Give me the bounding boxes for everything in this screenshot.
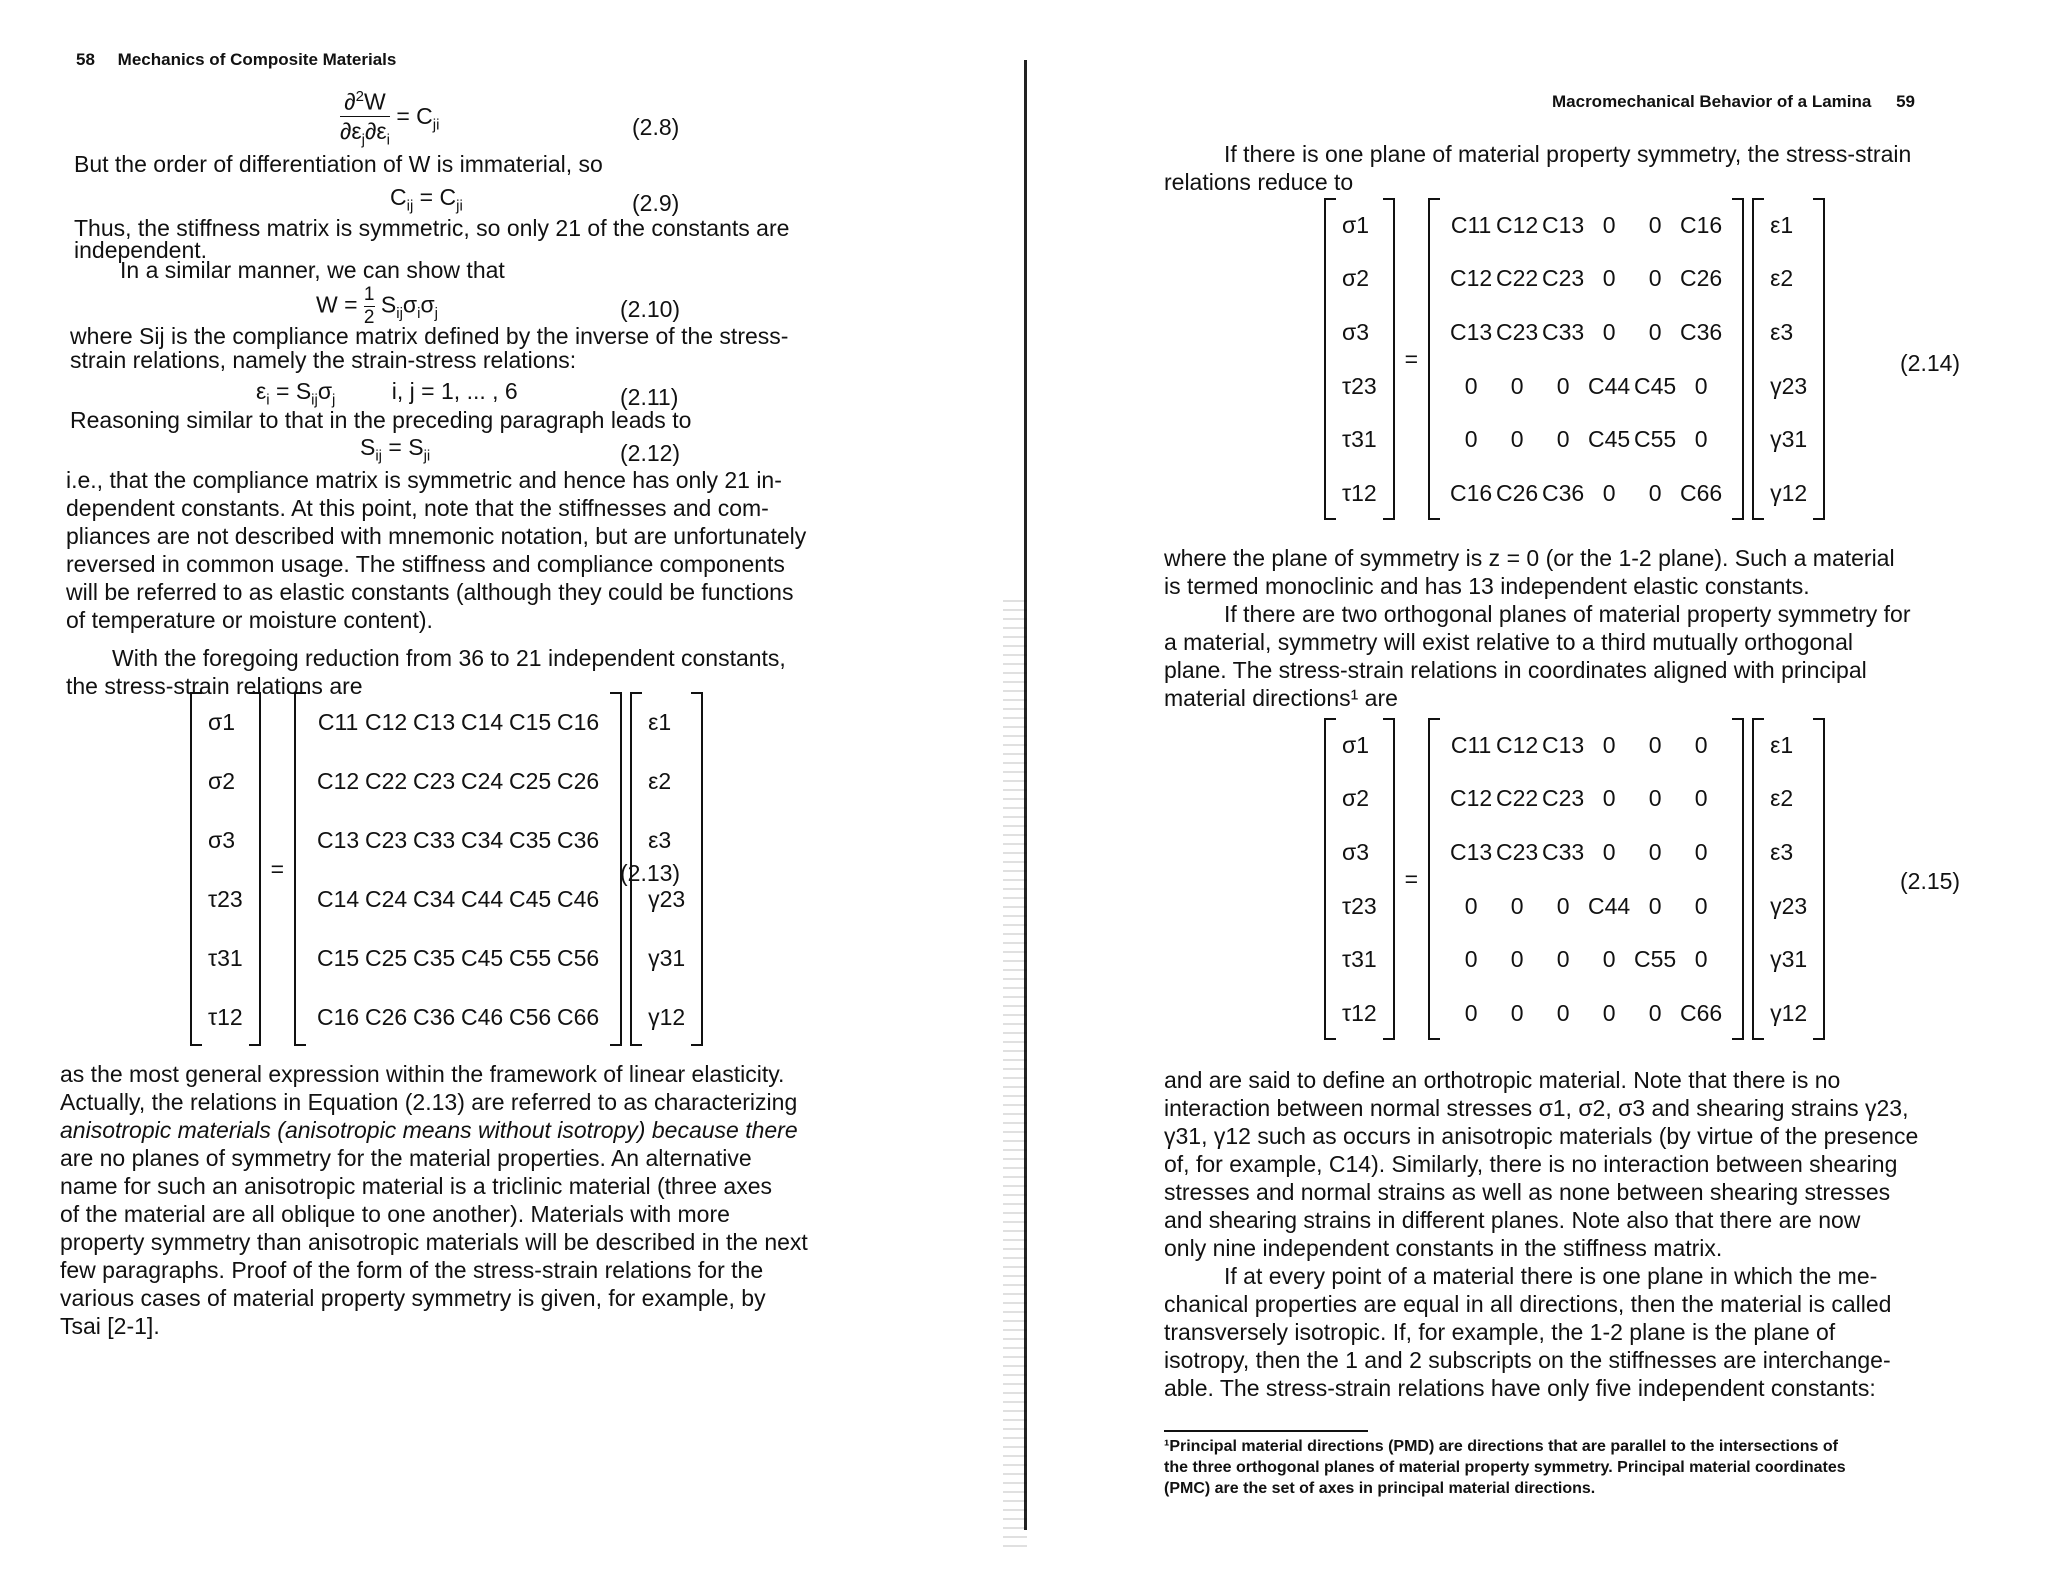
eq-number-2-11: (2.11): [620, 384, 679, 410]
equals-sign: =: [1404, 865, 1419, 892]
matrix-entry: 0: [1648, 265, 1662, 292]
matrix-entry: C11: [1450, 211, 1492, 238]
bracket-left: [294, 692, 306, 1046]
matrix-entry: C16: [1680, 211, 1723, 238]
text-line: independent.: [74, 237, 208, 263]
right-para-1: [1164, 140, 1911, 196]
text-line: property symmetry than anisotropic materials will be described in the next: [60, 1229, 808, 1255]
matrix-entry: C26: [557, 767, 600, 794]
right-para-2: [1164, 544, 1895, 600]
matrix-entry: C12: [1450, 265, 1493, 292]
matrix-entry: C66: [1680, 480, 1723, 507]
left-para-6: [66, 466, 806, 634]
text-line: chanical properties are equal in all directions, then the material is called: [1164, 1291, 1892, 1317]
eq-number-2-9: (2.9): [632, 190, 680, 216]
vector-entry: γ23: [648, 885, 686, 912]
matrix-entry: C55: [1634, 946, 1677, 973]
matrix-entry: C12: [1496, 211, 1539, 238]
vector-entry: τ31: [208, 944, 243, 971]
matrix-entry: C16: [1450, 480, 1493, 507]
matrix-entry: C34: [413, 885, 456, 912]
text-line: plane. The stress-strain relations in coordinates aligned with principal: [1164, 657, 1867, 683]
eq-2-8-numerator: ∂$^2$W: [344, 88, 386, 115]
matrix-entry: C25: [509, 767, 552, 794]
matrix-entry: 0: [1648, 892, 1662, 919]
text-line: of, for example, C14). Similarly, there is no interaction between shearing: [1164, 1151, 1898, 1177]
text-line: If there are two orthogonal planes of material property symmetry for: [1224, 601, 1911, 627]
vector-entry: σ3: [1342, 839, 1369, 866]
matrix-entry: 0: [1694, 839, 1708, 866]
vector-entry: τ23: [1342, 372, 1377, 399]
vector-entry: τ23: [208, 885, 243, 912]
vector-entry: γ23: [1770, 372, 1808, 399]
vector-entry: σ3: [1342, 319, 1369, 346]
vector-entry: ε2: [1770, 265, 1794, 292]
matrix-entry: C36: [1542, 480, 1585, 507]
text-line: reversed in common usage. The stiffness and compliance components: [66, 551, 785, 577]
vector-entry: τ12: [1342, 1000, 1377, 1027]
stiffness-matrix: [1440, 718, 1732, 1040]
strain-vector: [1764, 718, 1813, 1040]
bracket-left: [190, 692, 202, 1046]
matrix-entry: C16: [557, 708, 600, 735]
text-line: If there is one plane of material property symmetry, the stress-strain: [1224, 141, 1912, 167]
matrix-entry: 0: [1556, 426, 1570, 453]
text-line: interaction between normal stresses σ1, σ2, σ3 and shearing strains γ23,: [1164, 1095, 1909, 1121]
matrix-entry: C26: [1680, 265, 1723, 292]
matrix-entry: C46: [557, 885, 600, 912]
matrix-entry: C23: [1542, 785, 1585, 812]
text-line: and are said to define an orthotropic material. Note that there is no: [1164, 1067, 1841, 1093]
text-line: isotropy, then the 1 and 2 subscripts on the stiffnesses are interchange-: [1164, 1347, 1891, 1373]
matrix-entry: C35: [413, 944, 456, 971]
equation-2-12: $S_{ij} = S_{ji}$: [360, 434, 431, 465]
matrix-entry: C12: [1450, 785, 1493, 812]
text-line: anisotropic materials (anisotropic means without isotropy) because there: [60, 1117, 798, 1143]
footnote: [1164, 1436, 1846, 1499]
bracket-left: [1752, 198, 1764, 520]
matrix-entry: 0: [1556, 946, 1570, 973]
matrix-entry: C22: [1496, 265, 1539, 292]
matrix-entry: 0: [1556, 372, 1570, 399]
matrix-entry: C13: [1450, 319, 1493, 346]
vector-entry: γ31: [1770, 426, 1808, 453]
vector-entry: σ2: [208, 767, 235, 794]
left-page-number: 58: [76, 50, 95, 69]
vector-entry: ε1: [648, 708, 672, 735]
bracket-right: [1383, 718, 1395, 1040]
matrix-entry: 0: [1510, 372, 1524, 399]
left-page-header: [76, 50, 396, 70]
vector-entry: ε3: [1770, 319, 1794, 346]
stress-vector: [1336, 198, 1383, 520]
vector-entry: τ12: [1342, 480, 1377, 507]
text-line: will be referred to as elastic constants (although they could be functions: [66, 579, 794, 605]
stiffness-matrix: [1440, 198, 1732, 520]
matrix-entry: C23: [413, 767, 456, 794]
matrix-entry: 0: [1464, 1000, 1478, 1027]
equals-sign: =: [1404, 345, 1419, 372]
matrix-entry: C44: [1588, 372, 1631, 399]
bracket-left: [1324, 198, 1336, 520]
matrix-entry: 0: [1464, 946, 1478, 973]
matrix-entry: C13: [1450, 839, 1493, 866]
text-line: where the plane of symmetry is z = 0 (or the 1-2 plane). Such a material: [1164, 545, 1895, 571]
vector-entry: γ31: [648, 944, 686, 971]
text-line: With the foregoing reduction from 36 to 21 independent constants,: [112, 645, 786, 671]
text-line: able. The stress-strain relations have only five independent constants:: [1164, 1375, 1876, 1401]
matrix-entry: 0: [1602, 480, 1616, 507]
vector-entry: σ1: [1342, 211, 1369, 238]
text-line: as the most general expression within the framework of linear elasticity.: [60, 1061, 785, 1087]
right-page-number: 59: [1896, 92, 1915, 111]
eq-number-2-13: (2.13): [620, 860, 681, 886]
text-line: of the material are all oblique to one another). Materials with more: [60, 1201, 730, 1227]
equation-2-11: $\varepsilon_i = S_{ij}\sigma_j$ i, j = 1, ... , 6: [256, 378, 518, 409]
equals-sign: =: [270, 855, 285, 882]
vector-entry: σ2: [1342, 265, 1369, 292]
footnote-line: the three orthogonal planes of material property symmetry. Principal material coordinates: [1164, 1459, 1846, 1476]
matrix-entry: C44: [461, 885, 504, 912]
matrix-entry: C56: [557, 944, 600, 971]
matrix-entry: 0: [1648, 839, 1662, 866]
vector-entry: τ31: [1342, 426, 1377, 453]
matrix-entry: 0: [1556, 892, 1570, 919]
matrix-entry: C35: [509, 826, 552, 853]
vector-entry: σ1: [208, 708, 235, 735]
matrix-entry: 0: [1694, 946, 1708, 973]
matrix-entry: C36: [557, 826, 600, 853]
matrix-entry: C24: [461, 767, 504, 794]
matrix-entry: C15: [317, 944, 360, 971]
right-para-4: [1164, 1066, 1918, 1262]
eq-2-8-denominator: $\partial\varepsilon_j\partial\varepsilon_i$: [340, 117, 390, 149]
matrix-entry: C11: [1450, 731, 1492, 758]
matrix-entry: 0: [1464, 426, 1478, 453]
matrix-entry: C25: [365, 944, 408, 971]
stress-vector: [1336, 718, 1383, 1040]
vector-entry: ε3: [1770, 839, 1794, 866]
right-running-head: Macromechanical Behavior of a Lamina: [1552, 92, 1872, 111]
matrix-entry: C56: [509, 1003, 552, 1030]
matrix-entry: C26: [1496, 480, 1539, 507]
right-para-3: [1164, 600, 1910, 712]
stiffness-matrix: [306, 692, 610, 1046]
matrix-entry: C22: [365, 767, 408, 794]
matrix-entry: C23: [1496, 839, 1539, 866]
text-line: name for such an anisotropic material is a triclinic material (three axes: [60, 1173, 773, 1199]
vector-entry: σ1: [1342, 731, 1369, 758]
matrix-entry: 0: [1510, 946, 1524, 973]
matrix-entry: C45: [1588, 426, 1631, 453]
matrix-entry: 0: [1602, 265, 1616, 292]
matrix-entry: C23: [1496, 319, 1539, 346]
matrix-entry: C66: [1680, 1000, 1723, 1027]
text-line: a material, symmetry will exist relative to a third mutually orthogonal: [1164, 629, 1853, 655]
left-para-8: [60, 1060, 808, 1340]
matrix-entry: C23: [365, 826, 408, 853]
matrix-entry: C26: [365, 1003, 408, 1030]
matrix-entry: 0: [1648, 1000, 1662, 1027]
vector-entry: γ12: [1770, 1000, 1808, 1027]
text-line: strain relations, namely the strain-stress relations:: [70, 347, 577, 373]
text-line: pliances are not described with mnemonic notation, but are unfortunately: [66, 523, 807, 549]
eq-number-2-15: (2.15): [1900, 868, 1961, 894]
text-line: and shearing strains in different planes. Note also that there are now: [1164, 1207, 1861, 1233]
equation-2-15-matrix: [1324, 718, 1825, 1040]
vector-entry: τ23: [1342, 892, 1377, 919]
matrix-entry: 0: [1602, 1000, 1616, 1027]
vector-entry: ε1: [1770, 211, 1794, 238]
vector-entry: γ23: [1770, 892, 1808, 919]
text-line: is termed monoclinic and has 13 independent elastic constants.: [1164, 573, 1810, 599]
matrix-entry: 0: [1464, 372, 1478, 399]
bracket-right: [691, 692, 703, 1046]
matrix-entry: C22: [1496, 785, 1539, 812]
matrix-entry: 0: [1694, 785, 1708, 812]
left-para-4: [70, 322, 788, 374]
matrix-entry: 0: [1602, 839, 1616, 866]
bracket-left: [1428, 198, 1440, 520]
text-line: If at every point of a material there is one plane in which the me-: [1224, 1263, 1878, 1289]
matrix-entry: C55: [509, 944, 552, 971]
matrix-entry: C66: [557, 1003, 600, 1030]
text-line: various cases of material property symmetry is given, for example, by: [60, 1285, 766, 1311]
vector-entry: γ31: [1770, 946, 1808, 973]
matrix-entry: 0: [1694, 372, 1708, 399]
vector-entry: ε3: [648, 826, 672, 853]
matrix-entry: 0: [1510, 1000, 1524, 1027]
matrix-entry: C14: [317, 885, 360, 912]
footnote-rule: [1164, 1430, 1368, 1432]
matrix-entry: C15: [509, 708, 552, 735]
vector-entry: τ31: [1342, 946, 1377, 973]
bracket-right: [1732, 718, 1744, 1040]
matrix-entry: C55: [1634, 426, 1677, 453]
matrix-entry: 0: [1510, 892, 1524, 919]
text-line: where Sij is the compliance matrix defined by the inverse of the stress-: [70, 323, 789, 349]
vector-entry: γ12: [648, 1003, 686, 1030]
left-para-5: Reasoning similar to that in the preceding paragraph leads to: [70, 407, 692, 433]
bracket-right: [249, 692, 261, 1046]
text-line: dependent constants. At this point, note that the stiffnesses and com-: [66, 495, 769, 521]
matrix-entry: 0: [1510, 426, 1524, 453]
matrix-entry: C36: [1680, 319, 1723, 346]
bracket-left: [1752, 718, 1764, 1040]
left-running-head: Mechanics of Composite Materials: [117, 50, 397, 69]
scan-speckle: [1003, 600, 1027, 1550]
matrix-entry: 0: [1694, 892, 1708, 919]
text-line: are no planes of symmetry for the material properties. An alternative: [60, 1145, 752, 1171]
text-line: transversely isotropic. If, for example, the 1-2 plane is the plane of: [1164, 1319, 1836, 1345]
matrix-entry: 0: [1648, 785, 1662, 812]
matrix-entry: 0: [1602, 211, 1616, 238]
equation-2-10: W = $\frac{1}{2}$ $S_{ij}\sigma_i\sigma_j$: [316, 284, 438, 328]
text-line: material directions¹ are: [1164, 685, 1398, 711]
matrix-entry: C12: [317, 767, 360, 794]
vector-entry: ε1: [1770, 731, 1794, 758]
matrix-entry: C45: [1634, 372, 1677, 399]
matrix-entry: C11: [317, 708, 359, 735]
right-para-5: [1164, 1262, 1891, 1402]
eq-number-2-10: (2.10): [620, 296, 681, 322]
bracket-left: [1428, 718, 1440, 1040]
matrix-entry: C16: [317, 1003, 360, 1030]
strain-vector: [1764, 198, 1813, 520]
left-para-1: But the order of differentiation of W is immaterial, so: [74, 151, 603, 177]
matrix-entry: C45: [509, 885, 552, 912]
matrix-entry: 0: [1648, 319, 1662, 346]
matrix-entry: C46: [461, 1003, 504, 1030]
text-line: γ31, γ12 such as occurs in anisotropic materials (by virtue of the presence: [1164, 1123, 1919, 1149]
vector-entry: τ12: [208, 1003, 243, 1030]
text-line: relations reduce to: [1164, 169, 1354, 195]
vector-entry: ε2: [648, 767, 672, 794]
text-line: i.e., that the compliance matrix is symmetric and hence has only 21 in-: [66, 467, 782, 493]
equation-2-8: $\frac{\partial^2W}{\partial\varepsilon_j\partial\varepsilon_i}$ = $C_{ji}$: [340, 88, 440, 149]
matrix-entry: 0: [1556, 1000, 1570, 1027]
eq-number-2-14: (2.14): [1900, 350, 1961, 376]
text-line: of temperature or moisture content).: [66, 607, 433, 633]
matrix-entry: C23: [1542, 265, 1585, 292]
matrix-entry: 0: [1648, 480, 1662, 507]
matrix-entry: 0: [1602, 785, 1616, 812]
text-line: only nine independent constants in the stiffness matrix.: [1164, 1235, 1723, 1261]
equation-2-9: $C_{ij} = C_{ji}$: [390, 184, 463, 215]
text-line: Actually, the relations in Equation (2.13) are referred to as characterizing: [60, 1089, 798, 1115]
matrix-entry: C12: [365, 708, 408, 735]
matrix-entry: C13: [1542, 731, 1585, 758]
matrix-entry: C45: [461, 944, 504, 971]
stress-vector: [202, 692, 249, 1046]
matrix-entry: C14: [461, 708, 504, 735]
vector-entry: γ12: [1770, 480, 1808, 507]
matrix-entry: 0: [1602, 731, 1616, 758]
text-line: Tsai [2-1].: [60, 1313, 160, 1339]
footnote-line: ¹Principal material directions (PMD) are directions that are parallel to the intersections of: [1164, 1438, 1838, 1455]
bracket-right: [1813, 718, 1825, 1040]
matrix-entry: C24: [365, 885, 408, 912]
matrix-entry: C13: [317, 826, 360, 853]
eq-number-2-8: (2.8): [632, 114, 680, 140]
matrix-entry: C44: [1588, 892, 1631, 919]
matrix-entry: C36: [413, 1003, 456, 1030]
eq-2-11-condition: i, j = 1, ... , 6: [391, 378, 518, 404]
vector-entry: σ3: [208, 826, 235, 853]
equation-2-14-matrix: [1324, 198, 1825, 520]
matrix-entry: 0: [1602, 946, 1616, 973]
matrix-entry: 0: [1602, 319, 1616, 346]
matrix-entry: C34: [461, 826, 504, 853]
matrix-entry: C33: [1542, 319, 1585, 346]
matrix-entry: 0: [1694, 731, 1708, 758]
left-para-3: In a similar manner, we can show that: [120, 257, 505, 283]
matrix-entry: C13: [413, 708, 456, 735]
matrix-entry: 0: [1464, 892, 1478, 919]
footnote-line: (PMC) are the set of axes in principal material directions.: [1164, 1480, 1596, 1497]
matrix-entry: C33: [413, 826, 456, 853]
matrix-entry: 0: [1694, 426, 1708, 453]
matrix-entry: 0: [1648, 731, 1662, 758]
text-line: Thus, the stiffness matrix is symmetric, so only 21 of the constants are: [74, 215, 790, 241]
matrix-entry: C12: [1496, 731, 1539, 758]
matrix-entry: C13: [1542, 211, 1585, 238]
matrix-entry: 0: [1648, 211, 1662, 238]
bracket-right: [1732, 198, 1744, 520]
bracket-left: [1324, 718, 1336, 1040]
text-line: few paragraphs. Proof of the form of the stress-strain relations for the: [60, 1257, 764, 1283]
text-line: the stress-strain relations are: [66, 673, 363, 699]
right-page-header: [1552, 92, 1915, 112]
text-line: stresses and normal strains as well as none between shearing stresses: [1164, 1179, 1891, 1205]
eq-number-2-12: (2.12): [620, 440, 681, 466]
bracket-right: [1813, 198, 1825, 520]
bracket-right: [1383, 198, 1395, 520]
matrix-entry: C33: [1542, 839, 1585, 866]
vector-entry: ε2: [1770, 785, 1794, 812]
vector-entry: σ2: [1342, 785, 1369, 812]
